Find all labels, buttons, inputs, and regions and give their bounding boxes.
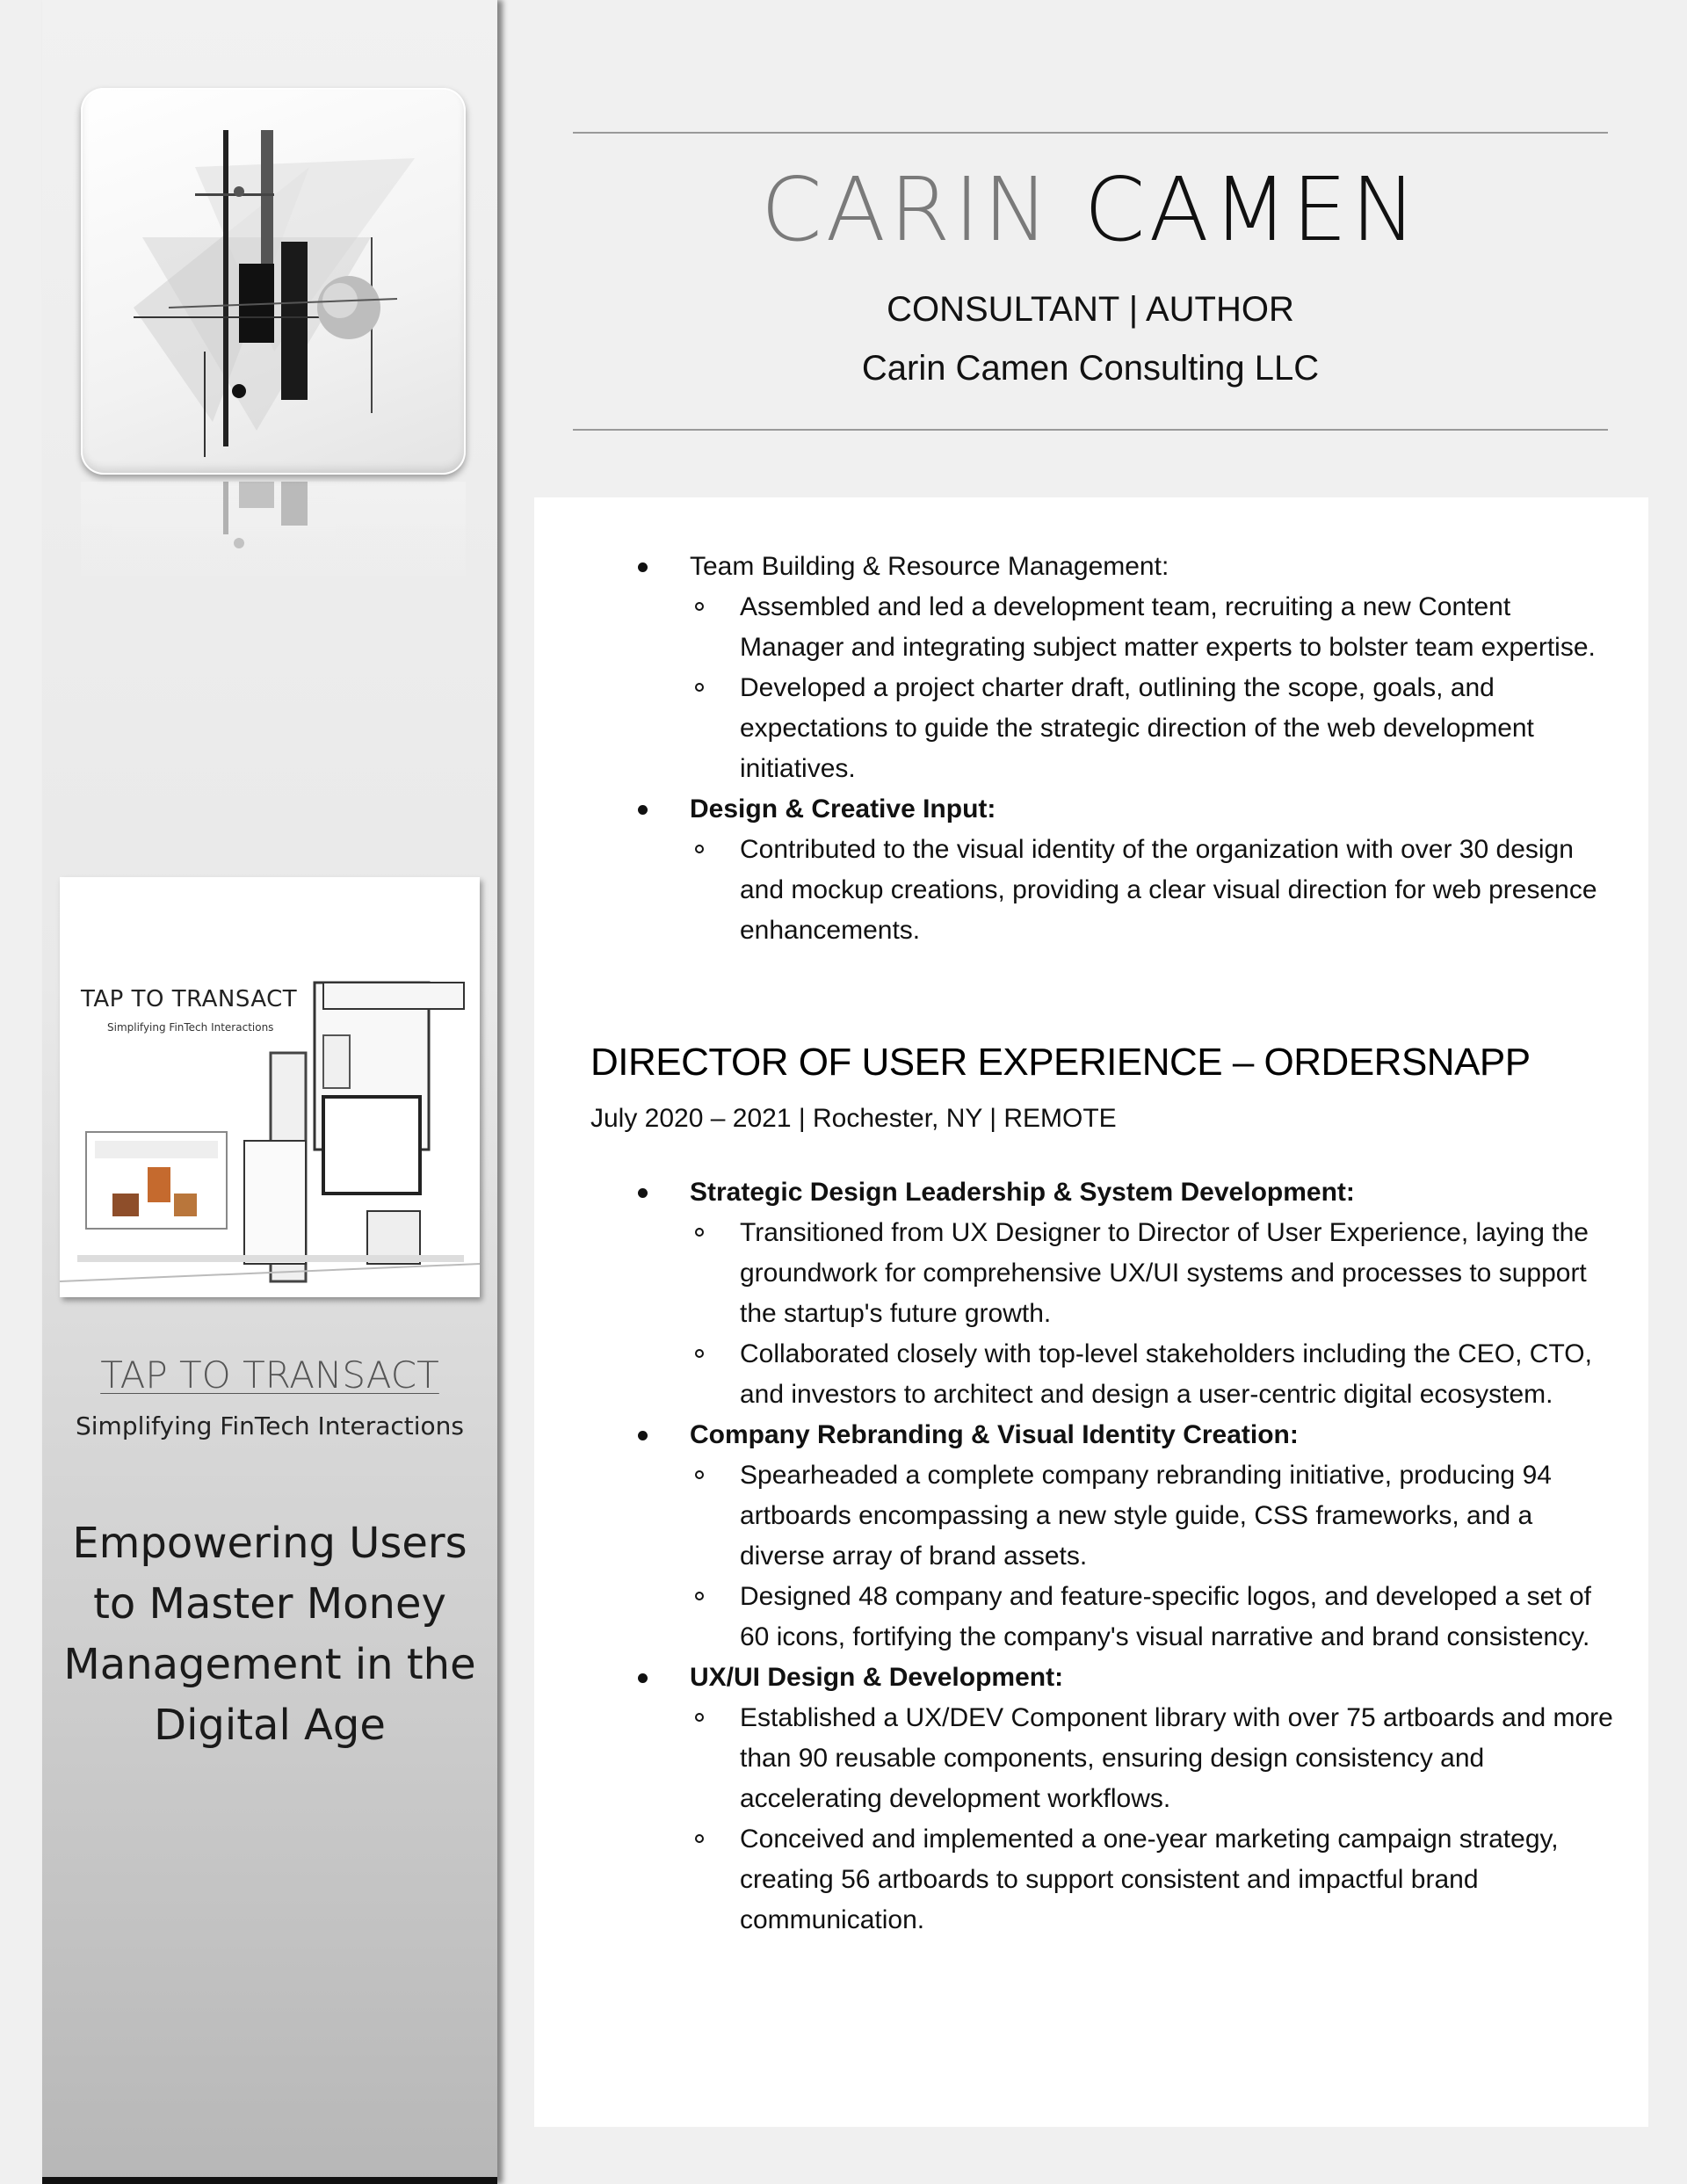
last-name: CAMEN [1083,158,1421,261]
sub-list-item [690,587,1618,668]
sub-list-item [690,1334,1618,1415]
hollow-bullet-icon [695,1592,704,1600]
logo-tile [81,88,466,475]
bullet-icon [638,1431,648,1440]
sub-item-text: Spearheaded a complete company rebranding initiative, producing 94 artboards encompassing a new style guide, CSS frameworks, and a diverse array of brand assets. [740,1461,1552,1571]
sub-list-item [690,1455,1618,1577]
sub-list-item [690,1819,1618,1941]
sub-list [690,830,1648,951]
sub-item-text: Established a UX/DEV Component library with over 75 artboards and more than 90 reusable components, ensuring design consistency and accelerating development workflows. [740,1703,1613,1813]
list-item [534,1172,1648,1415]
sub-item-text: Conceived and implemented a one-year marketing campaign strategy, creating 56 artboards to support consistent and impactful brand communication. [740,1825,1559,1934]
list-item [534,1658,1648,1941]
fintech-kiosk-illustration-icon [60,877,480,1297]
bullet-icon [638,562,648,572]
item-heading: Design & Creative Input: [690,795,996,824]
sub-list [690,1455,1648,1658]
item-heading: Team Building & Resource Management: [690,552,1169,581]
page-title [573,158,1608,261]
company-name: Carin Camen Consulting LLC [861,349,1320,388]
hollow-bullet-icon [695,1349,704,1358]
sub-list-item [690,668,1618,789]
abstract-geometric-art-icon [81,88,466,475]
cover-subtitle: Simplifying FinTech Interactions [107,1021,274,1034]
item-heading: Company Rebranding & Visual Identity Creation: [690,1420,1299,1449]
sub-list-item [690,1577,1618,1658]
hollow-bullet-icon [695,602,704,611]
book-subtitle: Simplifying FinTech Interactions [76,1411,464,1440]
hollow-bullet-icon [695,1470,704,1479]
sub-item-text: Contributed to the visual identity of the organization with over 30 design and mockup creations, providing a clear visual direction for web presence enhancements. [740,835,1597,945]
bullet-icon [638,805,648,815]
sub-item-text: Designed 48 company and feature-specific logos, and developed a set of 60 icons, fortifying the company's visual narrative and brand consistency. [740,1582,1591,1651]
first-name: CARIN [760,158,1053,261]
sub-item-text: Assembled and led a development team, recruiting a new Content Manager and integrating subject matter experts to bolster team expertise. [740,592,1596,662]
item-heading: Strategic Design Leadership & System Development: [690,1178,1355,1207]
tagline: Empowering Users to Master Money Management in the Digital Age [63,1519,476,1750]
sub-item-text: Collaborated closely with top-level stakeholders including the CEO, CTO, and investors to architect and design a user-centric digital ecosystem. [740,1339,1592,1409]
header-top-rule [573,132,1608,134]
bullet-icon [638,1673,648,1683]
hollow-bullet-icon [695,845,704,853]
list-item [534,547,1648,789]
list-item [534,1415,1648,1658]
item-heading: UX/UI Design & Development: [690,1663,1064,1692]
sidebar-bottom-rule [42,2177,497,2184]
job-meta: July 2020 – 2021 | Rochester, NY | REMOTE [590,1104,1117,1133]
hollow-bullet-icon [695,1834,704,1843]
sidebar [42,0,497,2184]
bullet-icon [638,1188,648,1198]
role-title: CONSULTANT | AUTHOR [887,290,1294,329]
hollow-bullet-icon [695,683,704,692]
sub-list-item [690,830,1618,951]
hollow-bullet-icon [695,1228,704,1237]
sub-list [690,1698,1648,1941]
sub-item-text: Transitioned from UX Designer to Director of User Experience, laying the groundwork for comprehensive UX/UI systems and processes to support the startup's future growth. [740,1218,1589,1328]
book-cover-image [60,877,480,1297]
header-bottom-rule [573,429,1608,431]
job-section [534,1172,1648,1941]
sub-list [690,587,1648,789]
job-responsibilities-list [534,1172,1648,1941]
main-content [534,497,1648,2127]
sub-list-item [690,1213,1618,1334]
book-title-link[interactable]: TAP TO TRANSACT [100,1353,439,1397]
sub-list [690,1213,1648,1415]
logo-reflection [81,482,466,587]
job-title: DIRECTOR OF USER EXPERIENCE – ORDERSNAPP [590,1041,1531,1084]
list-item [534,789,1648,951]
hollow-bullet-icon [695,1713,704,1722]
cover-title: TAP TO TRANSACT [81,986,298,1012]
previous-role-list [534,547,1648,951]
sub-list-item [690,1698,1618,1819]
sub-item-text: Developed a project charter draft, outlining the scope, goals, and expectations to guide the strategic direction of the web development initiatives. [740,673,1534,783]
previous-role-section [534,547,1648,951]
